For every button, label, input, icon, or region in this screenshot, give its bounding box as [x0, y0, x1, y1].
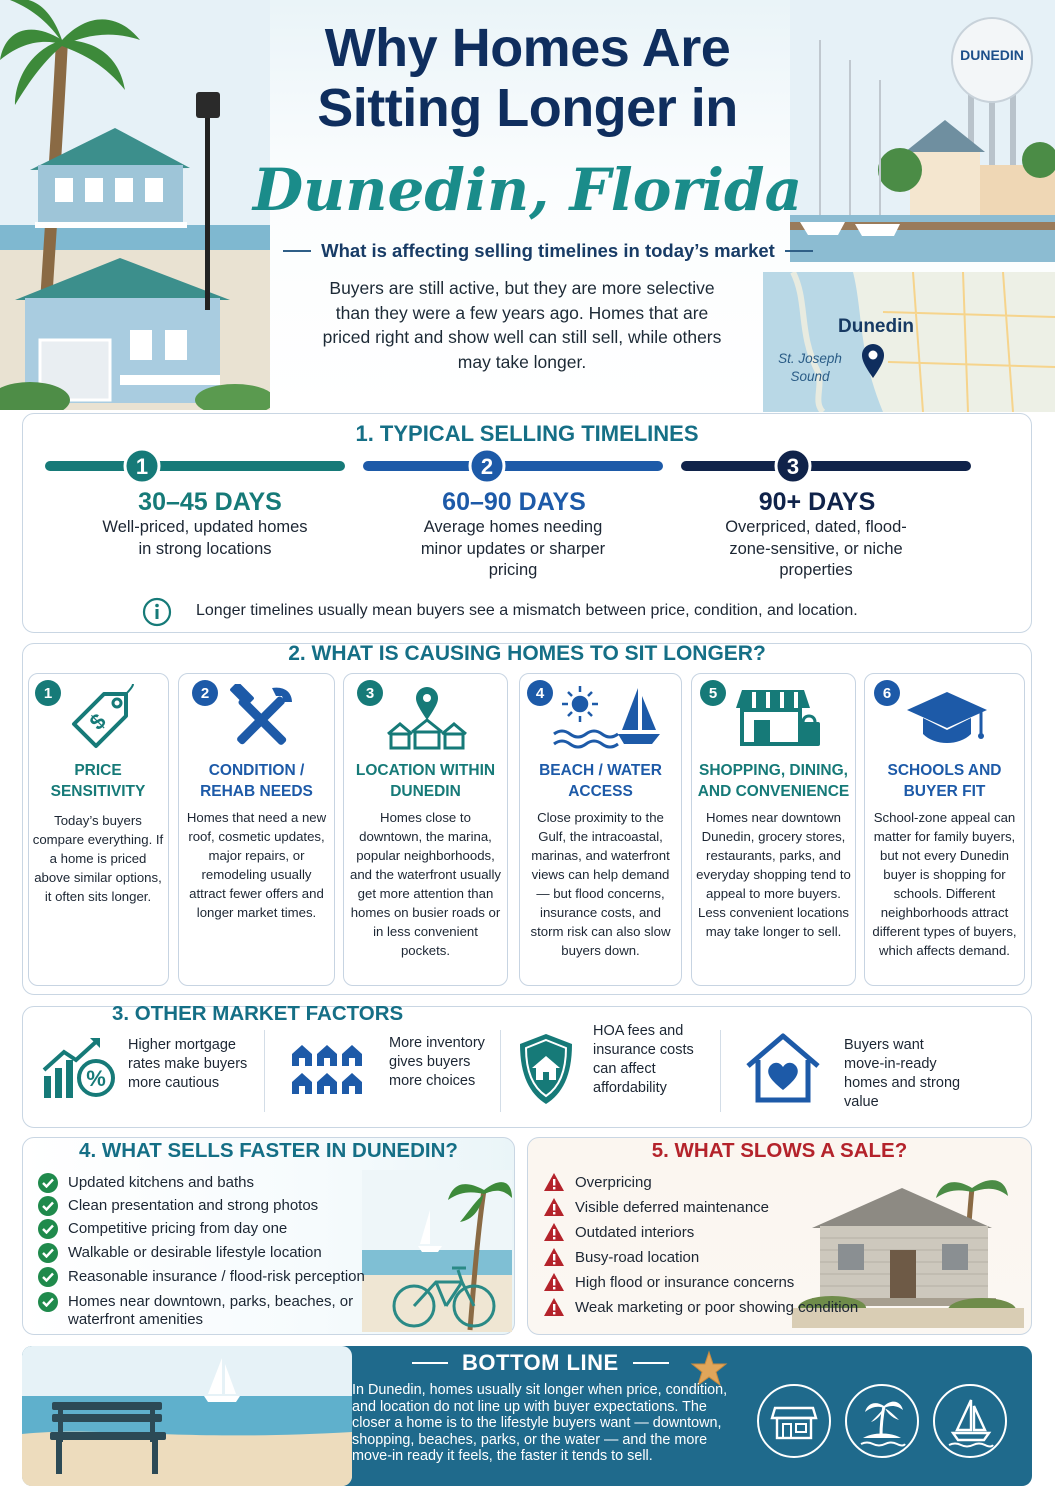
- map-water-label: St. Joseph Sound: [778, 351, 842, 384]
- beach-bicycle-illustration: [362, 1170, 512, 1332]
- svg-text:$: $: [84, 708, 111, 735]
- causes-title: 2. WHAT IS CAUSING HOMES TO SIT LONGER?: [288, 642, 766, 665]
- palm-island-icon: [847, 1386, 917, 1456]
- map-city-label: Dunedin: [838, 316, 914, 337]
- sells-faster-item-4: Walkable or desirable lifestyle location: [68, 1244, 322, 1261]
- slows-sale-item-2: Visible deferred maintenance: [575, 1199, 770, 1216]
- bottom-icon-circle: [933, 1384, 1007, 1458]
- timeline-days-1: 30–45 DAYS: [138, 488, 282, 516]
- subtitle-rule-right: [785, 250, 813, 252]
- storefront-icon: [759, 1386, 829, 1456]
- cause-heading-5: SHOPPING, DINING, AND CONVENIENCE: [697, 762, 850, 800]
- subtitle-row: [282, 240, 814, 262]
- title-script: Dunedin, Florida: [252, 156, 803, 224]
- graduation-cap-icon: [905, 690, 989, 748]
- slows-sale-item-1: Overpricing: [575, 1174, 652, 1191]
- intro-paragraph: Buyers are still active, but they are more selective than they were a few years ago. Homes that are priced right and show well can still sell, while others may take longer.: [322, 278, 722, 372]
- factor-text-2: More inventory gives buyers more choices: [389, 1035, 485, 1089]
- factor-divider: [264, 1030, 265, 1112]
- timelines-note: Longer timelines usually mean buyers see a mismatch between price, condition, and location.: [196, 602, 858, 619]
- svg-text:%: %: [86, 1066, 106, 1091]
- timeline-step-1: 1: [135, 454, 149, 479]
- factor-text-1: Higher mortgage rates make buyers more cautious: [128, 1037, 248, 1091]
- check-icon: [38, 1243, 58, 1263]
- cause-heading-2: CONDITION / REHAB NEEDS: [200, 762, 313, 800]
- title-line-1: Why Homes Are: [324, 18, 731, 78]
- cause-body-1: Today’s buyers compare everything. If a home is priced above similar options, it often sits longer.: [32, 813, 164, 904]
- factor-divider: [720, 1030, 721, 1112]
- bottom-line-heading: [412, 1350, 669, 1376]
- house-heart-icon: [744, 1032, 822, 1104]
- map-pin-icon: [860, 343, 886, 379]
- check-icon: [38, 1219, 58, 1239]
- subtitle-rule-left: [283, 250, 311, 252]
- info-icon: [142, 597, 172, 627]
- warning-icon: [543, 1222, 565, 1242]
- sells-faster-title: 4. WHAT SELLS FASTER IN DUNEDIN?: [79, 1139, 458, 1162]
- storefront-icon: [734, 686, 824, 750]
- cause-heading-6: SCHOOLS AND BUYER FIT: [887, 762, 1002, 800]
- cause-number-3: 3: [357, 680, 383, 706]
- factor-divider: [500, 1030, 501, 1112]
- cause-body-5: Homes near downtown Dunedin, grocery stores, restaurants, parks, and everyday shopping tend to appeal to more buyers. Less convenient locations may take longer to sell.: [696, 810, 851, 939]
- cause-heading-1: PRICE SENSITIVITY: [50, 762, 146, 800]
- subtitle: What is affecting selling timelines in today’s market: [321, 240, 775, 261]
- timelines-title: 1. TYPICAL SELLING TIMELINES: [355, 421, 699, 446]
- timeline-step-3: 3: [786, 454, 800, 479]
- warning-icon: [543, 1297, 565, 1317]
- cause-number-5: 5: [700, 680, 726, 706]
- location-houses-icon: [386, 684, 468, 750]
- check-icon: [38, 1292, 58, 1312]
- cause-number-6: 6: [874, 680, 900, 706]
- sells-faster-item-6: Homes near downtown, parks, beaches, or waterfront amenities: [68, 1293, 354, 1328]
- timeline-days-2: 60–90 DAYS: [442, 488, 586, 516]
- cause-body-6: School-zone appeal can matter for family buyers, but not every Dunedin buyer is shopping for schools. Different neighborhoods attract different types of buyers, which affects demand.: [872, 810, 1017, 958]
- beach-sailboat-icon: [552, 684, 664, 750]
- bottom-icon-circle: [757, 1384, 831, 1458]
- warning-icon: [543, 1197, 565, 1217]
- slows-sale-item-4: Busy-road location: [575, 1249, 700, 1266]
- warning-icon: [543, 1247, 565, 1267]
- water-tower-label: DUNEDIN: [960, 47, 1024, 63]
- price-tag-icon: [64, 684, 138, 756]
- warning-icon: [543, 1272, 565, 1292]
- factor-text-4: Buyers want move-in-ready homes and strong value: [844, 1037, 961, 1110]
- sells-faster-item-2: Clean presentation and strong photos: [68, 1197, 319, 1214]
- location-map: [763, 272, 1055, 412]
- timeline-desc-1: Well-priced, updated homes in strong locations: [102, 518, 308, 558]
- slows-sale-item-5: High flood or insurance concerns: [575, 1274, 795, 1291]
- beach-bench-illustration: [22, 1346, 352, 1486]
- sells-faster-item-1: Updated kitchens and baths: [68, 1174, 254, 1191]
- tools-icon: [226, 684, 298, 752]
- cause-number-2: 2: [192, 680, 218, 706]
- cause-heading-3: LOCATION WITHIN DUNEDIN: [355, 762, 496, 800]
- marina-water-tower-illustration: [790, 0, 1055, 262]
- timeline-track: [45, 448, 975, 484]
- cause-body-2: Homes that need a new roof, cosmetic updates, major repairs, or remodeling usually attract fewer offers and longer market times.: [186, 810, 327, 920]
- cause-number-1: 1: [35, 680, 61, 706]
- bottom-icon-circle: [845, 1384, 919, 1458]
- rate-chart-icon: [40, 1036, 118, 1100]
- factor-text-3: HOA fees and insurance costs can affect affordability: [593, 1023, 694, 1096]
- bottom-line-text: In Dunedin, homes usually sit longer when price, condition, and location do not line up with buyer expectations. The closer a home is to the lifestyle buyers want — downtown, shopping, beaches, parks, or the water — and the more move-in ready it feels, the faster it tends to sell.: [352, 1382, 728, 1465]
- coastal-house-illustration: [0, 0, 270, 410]
- shield-home-icon: [518, 1032, 574, 1106]
- sells-faster-item-3: Competitive pricing from day one: [68, 1220, 288, 1237]
- market-factors-title: 3. OTHER MARKET FACTORS: [112, 1002, 404, 1025]
- check-icon: [38, 1267, 58, 1287]
- bottom-line-title: BOTTOM LINE: [462, 1350, 619, 1375]
- sells-faster-item-5: Reasonable insurance / flood-risk perception: [68, 1268, 365, 1285]
- warning-icon: [543, 1172, 565, 1192]
- cause-body-3: Homes close to downtown, the marina, popular neighborhoods, and the waterfront usually get more attention than homes on busier roads or in less convenient pockets.: [349, 810, 501, 958]
- title-main: [260, 18, 795, 138]
- timeline-step-2: 2: [480, 454, 494, 479]
- timeline-desc-2: Average homes needing minor updates or sharper pricing: [420, 518, 606, 579]
- slows-sale-item-6: Weak marketing or poor showing condition: [575, 1299, 859, 1316]
- timeline-days-3: 90+ DAYS: [758, 488, 876, 516]
- check-icon: [38, 1173, 58, 1193]
- houses-icon: [290, 1042, 366, 1098]
- bottom-line-rule-right: [633, 1362, 669, 1364]
- bottom-line-rule-left: [412, 1362, 448, 1364]
- map-graphic: [763, 272, 1055, 412]
- cause-body-4: Close proximity to the Gulf, the intracoastal, marinas, and waterfront views can help demand — but flood concerns, insurance costs, and storm risk can also slow buyers down.: [530, 810, 671, 958]
- cause-heading-4: BEACH / WATER ACCESS: [539, 762, 662, 800]
- title-line-2: Sitting Longer in: [317, 78, 738, 138]
- slows-sale-item-3: Outdated interiors: [575, 1224, 695, 1241]
- sailboat-icon: [935, 1386, 1005, 1456]
- timeline-desc-3: Overpriced, dated, flood-zone-sensitive, or niche properties: [725, 518, 907, 579]
- slows-sale-title: 5. WHAT SLOWS A SALE?: [651, 1139, 908, 1162]
- cause-number-4: 4: [527, 680, 553, 706]
- check-icon: [38, 1196, 58, 1216]
